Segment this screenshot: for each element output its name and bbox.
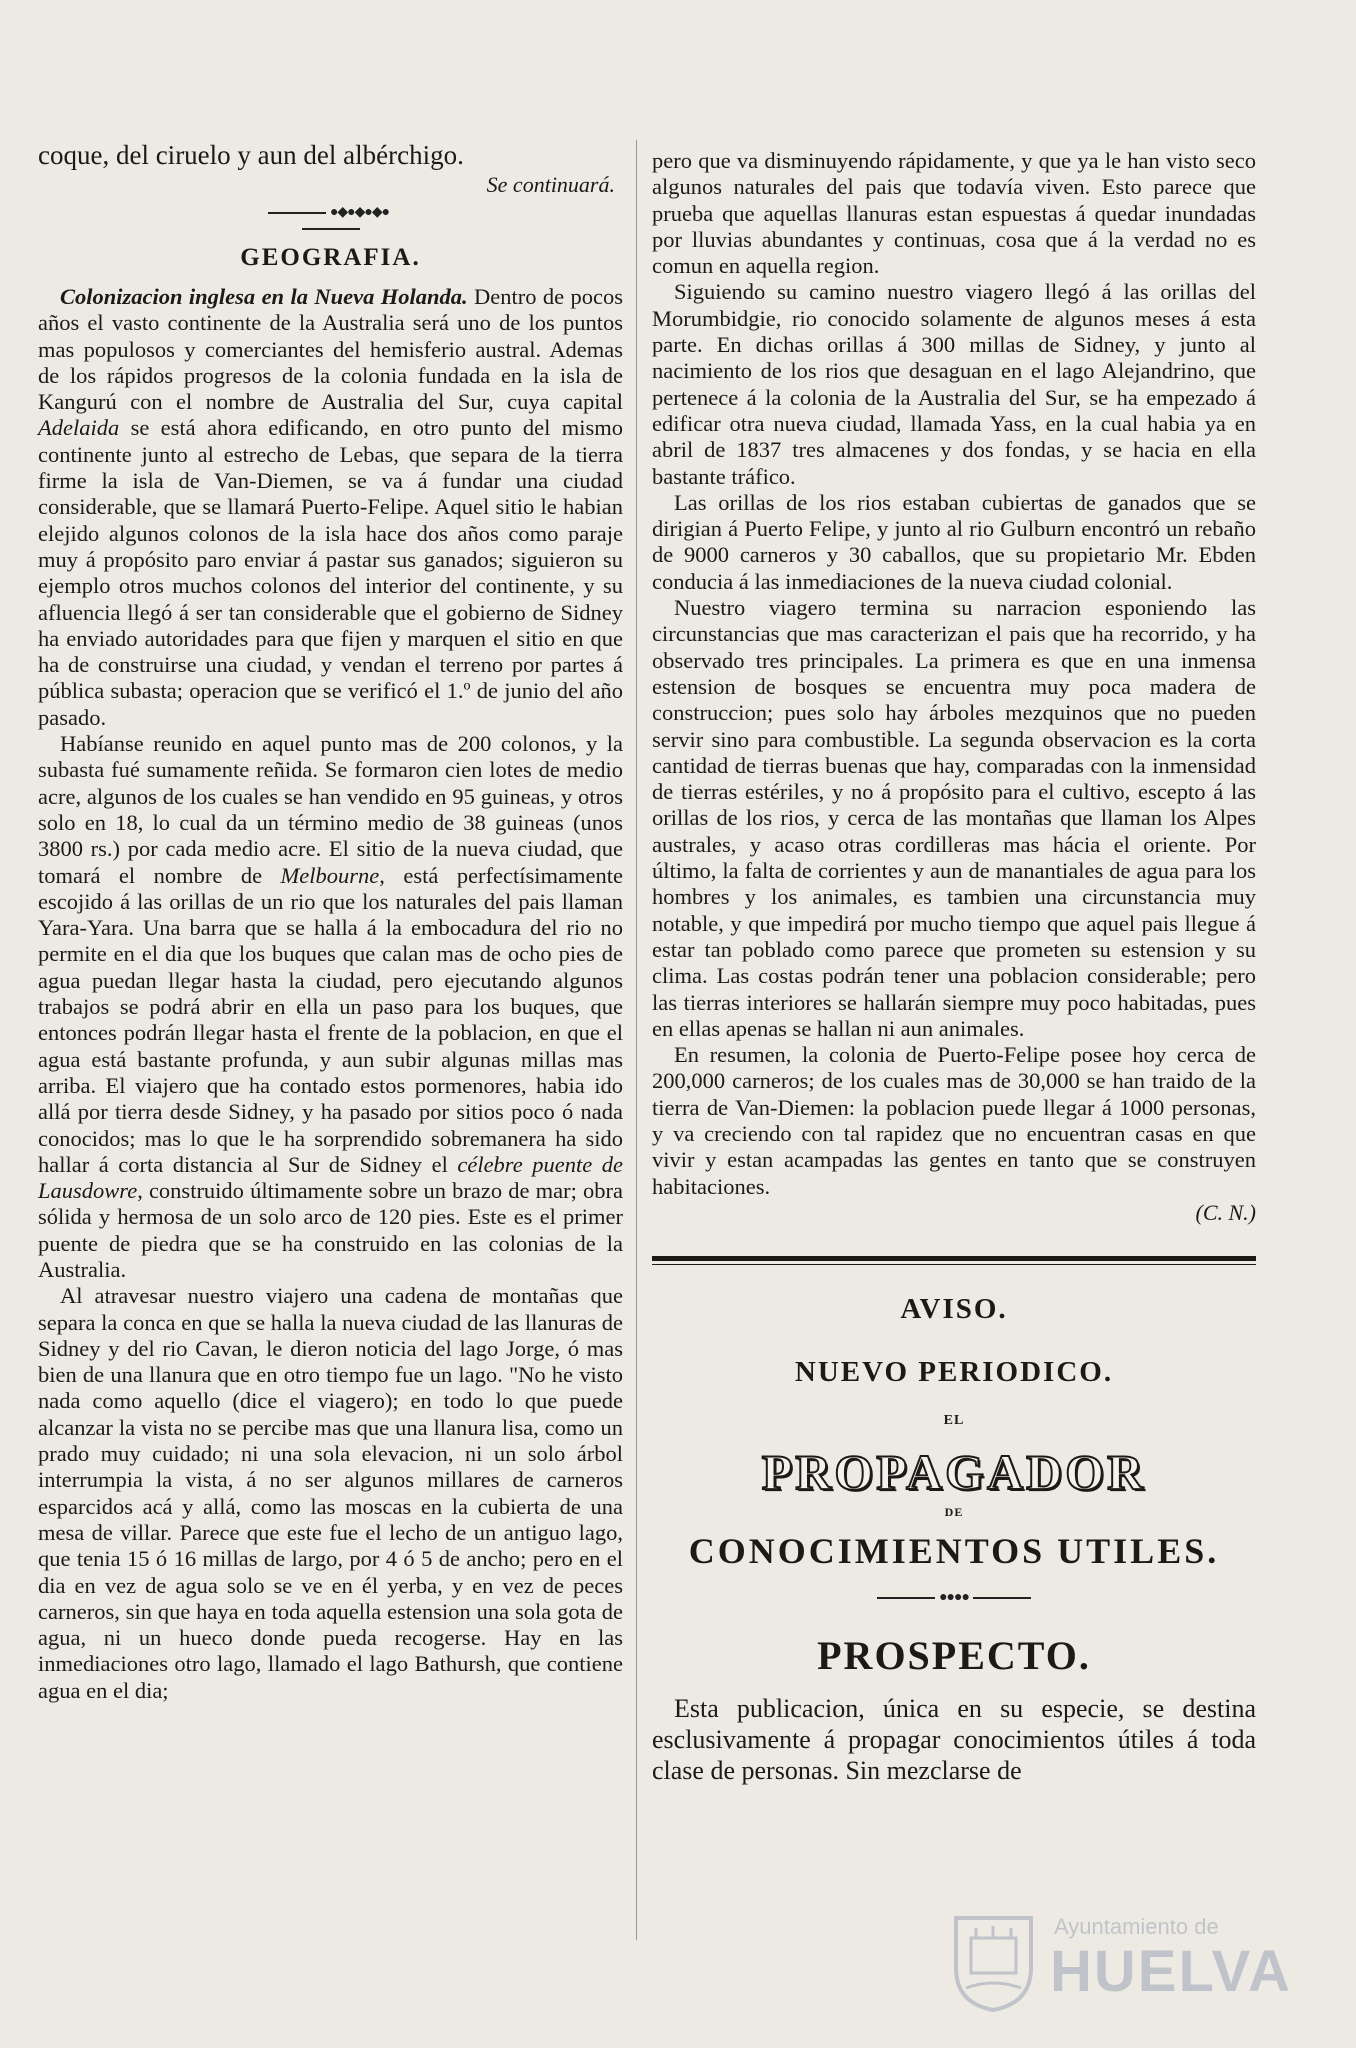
article-paragraph: Al atravesar nuestro viajero una cadena de montañas que separa la conca en que se halla la nueva ciudad de las llanuras de Sidney y del rio Cavan, le dieron noticia del lago Jorge, ó mas bien de una llanura que en otro tiempo fue un lago. "No he visto nada como aquello (dice el viagero); en todo lo que puede alcanzar la vista no se percibe mas que una llanura lisa, como un prado muy cuidado; ni una sola elevacion, ni un solo árbol interrumpia la vista, á no ser algunos millares de carneros esparcidos acá y allá, como las moscas en la cubierta de una mesa de villar. Parece que este fue el lecho de un antiguo lago, que tenia 15 ó 16 millas de largo, por 4 ó 5 de ancho; pero en el dia en vez de agua solo se ve en él yerba, y en vez de peces carneros, sin que haya en toda aquella estension una sola gota de agua, ni un hueco donde pueda recogerse. Hay en las inmediaciones otro lago, llamado el lago Bathursh, que contiene agua en el dia; (38, 1283, 623, 1703)
article-paragraph: Las orillas de los rios estaban cubiertas de ganados que se dirigian á Puerto Felipe, y junto al rio Gulburn encontró un rebaño de 9000 carneros y 30 caballos, que su propietario Mr. Ebden conducia á las inmediaciones de la nueva ciudad colonial. (652, 489, 1256, 594)
ornament-center: ●◆●◆●◆● (329, 205, 390, 220)
el-label: EL (943, 1412, 965, 1428)
italic-melbourne: Melbourne (280, 862, 380, 888)
watermark-line2: HUELVA (1050, 1939, 1292, 2004)
italic-puente: célebre puente de Lausdowre (38, 1151, 623, 1204)
italic-adelaida: Adelaida (38, 415, 120, 441)
archive-watermark (946, 1908, 1292, 2018)
paragraph-text: se está ahora edificando, en otro punto del mismo continente junto al estrecho de Lebas, que separa de la tierra firme la isla de Van-Diemen, se va á fundar una ciudad considerable, que se llamará Puerto-Felipe. Aquel sitio le habian elejido algunos colonos de la isla hace dos años como paraje muy á propósito paro enviar á pastar sus ganados; siguieron su ejemplo otros muchos colonos del interior del continente, y su afluencia llegó á ser tan considerable que el gobierno de Sidney ha enviado autoridades para que fijen y marquen el sitio en que ha de construirse una ciudad, y vendan el terreno por partes á pública subasta; operacion que se verificó el 1.º de junio del año pasado. (38, 415, 623, 730)
prospecto-heading: PROSPECTO. (817, 1633, 1091, 1679)
article-paragraph (38, 284, 623, 731)
article-paragraph (38, 731, 623, 1283)
signature: (C. N.) (1195, 1199, 1256, 1225)
article-paragraph: Siguiendo su camino nuestro viagero llegó á las orillas del Morumbidgie, rio conocido solamente de algunos meses á esta parte. En dichas orillas á 300 millas de Sidney, y junto al nacimiento de los rios que desaguan en el lago Alejandrino, que pertenece á la colonia de la Australia del Sur, se ha empezado á edificar otra nueva ciudad, llamada Yass, en la cual habia ya en abril de 1837 tres almacenes y dos fondas, y se hacia en ella bastante tráfico. (652, 279, 1256, 489)
ornament-center: ●●●● (939, 1590, 969, 1606)
propagador-title: PROPAGADOR (761, 1443, 1147, 1500)
paragraph-text: Habíanse reunido en aquel punto mas de 200 colonos, y la subasta fué sumamente reñida. Se formaron cien lotes de medio acre, algunos de los cuales se han vendido en 95 guineas, y otros solo en 18, lo cual da un término medio de 38 guineas (unos 3800 rs.) por cada medio acre. El sitio de la nueva ciudad, que tomará el nombre de (38, 731, 623, 888)
conocimientos-heading: CONOCIMIENTOS UTILES. (688, 1530, 1220, 1571)
opening-line: coque, del ciruelo y aun del albérchigo. (38, 140, 464, 170)
paragraph-text: Dentro de pocos años el vasto continente de la Australia será uno de los puntos mas populosos y comerciantes del hemisferio austral. Ademas de los rápidos progresos de la colonia fundada en la isla de Kangurú con el nombre de Australia del Sur, cuya capital (38, 284, 623, 415)
thin-rule (652, 1264, 1256, 1265)
thick-rule (652, 1256, 1256, 1261)
de-label: DE (944, 1504, 964, 1519)
nuevo-periodico-heading: NUEVO PERIODICO. (794, 1355, 1114, 1388)
article-paragraph: pero que va disminuyendo rápidamente, y que ya le han visto seco algunos naturales del pais que todavía viven. Esto parece que prueba que aquellas llanuras estan espuestas á quedar inundadas por lluvias abundantes y continuas, cosa que á la verdad no es comun en aquella region. (652, 148, 1256, 279)
aviso-heading: AVISO. (900, 1292, 1008, 1325)
ornament-divider (241, 204, 421, 236)
continuara-note: Se continuará. (486, 172, 615, 197)
ornament-line-right (973, 1597, 1031, 1599)
right-column (652, 148, 1256, 1786)
coat-of-arms-icon (946, 1908, 1041, 2013)
prospecto-body (652, 1693, 1256, 1786)
article-paragraph: Nuestro viagero termina su narracion esponiendo las circunstancias que mas caracterizan el pais que ha recorrido, y ha observado tres principales. La primera es que en una inmensa estension de bosques se encuentra muy poca madera de construccion; pues solo hay árboles mezquinos que no pueden servir sino para combustible. La segunda observacion es la corta cantidad de tierras buenas que hay, comparadas con la inmensidad de tierras estériles, y no á propósito para el cultivo, escepto á las orillas de los rios, y cerca de las montañas que llaman los Alpes australes, y acaso otras cordilleras mas hácia el oriente. Por último, la falta de corrientes y aun de manantiales de agua para los hombres y los animales, es tambien una circunstancia muy notable, y que impedirá por mucho tiempo que aquel pais llegue á estar tan poblado como parece que prometen su estension y su clima. Las costas podrán tener una poblacion considerable; pero las tierras interiores se hallarán siempre muy poco habitadas, pues en ellas apenas se hallan ni aun animales. (652, 595, 1256, 1041)
column-divider (636, 140, 637, 1940)
paragraph-text: , está perfectísimamente escojido á las orillas de un rio que los naturales del pais llaman Yara-Yara. Una barra que se halla á la embocadura del rio no permite en el dia que los buques que calan mas de ocho pies de agua puedan llegar hasta la ciudad, pero ejecutando algunos trabajos se podrá abrir en ella un paso para los buques, que entonces podrán llegar hasta el frente de la poblacion, en que el agua está bastante profunda, y aun subir algunas millas mas arriba. El viajero que ha contado estos pormenores, habia ido allá por tierra desde Sidney, y ha pasado por sitios poco ó nada conocidos; mas lo que le ha sorprendido sobremanera ha sido hallar á corta distancia al Sur de Sidney el (38, 862, 623, 1177)
watermark-line1: Ayuntamiento de (1054, 1914, 1219, 1939)
ornament-line-left (877, 1597, 935, 1599)
ornament-line-left (268, 212, 326, 214)
article-paragraph: En resumen, la colonia de Puerto-Felipe posee hoy cerca de 200,000 carneros; de los cuales mas de 30,000 se han traido de la tierra de Van-Diemen: la poblacion puede llegar á 1000 personas, y va creciendo con tal rapidez que no encuentran casas en que vivir y estan acampadas las gentes en tanto que se construyen habitaciones. (652, 1042, 1256, 1199)
article-lead-title: Colonizacion inglesa en la Nueva Holanda. (60, 284, 468, 309)
paragraph-text: , construido últimamente sobre un brazo de mar; obra sólida y hermosa de un solo arco de 120 pies. Este es el primer puente de piedra que se ha construido en las colonias de la Australia. (38, 1178, 623, 1282)
ornament-line-right (302, 228, 360, 230)
section-title-geografia: GEOGRAFIA. (240, 244, 421, 271)
left-column (38, 128, 623, 1704)
prospecto-paragraph: Esta publicacion, única en su especie, se destina esclusivamente á propagar conocimientos útiles á toda clase de personas. Sin mezclarse de (652, 1694, 1256, 1786)
ornament-divider (864, 1590, 1044, 1606)
